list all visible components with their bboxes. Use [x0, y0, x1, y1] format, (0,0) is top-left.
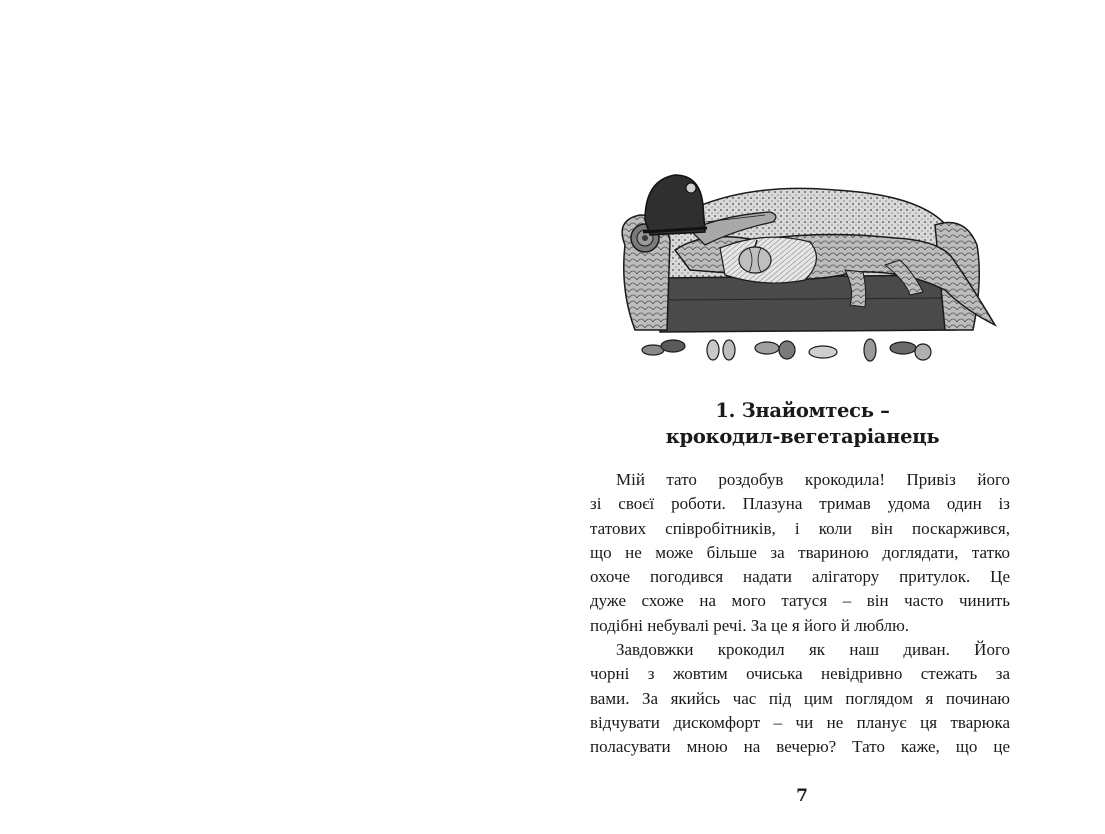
chapter-title [590, 398, 1015, 450]
text-line: Завдовжки крокодил як наш диван. Його [616, 640, 1010, 660]
left-page-blank [0, 0, 552, 834]
text-line: Мій тато роздобув крокодила! Привіз його [616, 470, 1010, 489]
chapter-title-line: крокодил-вегетаріанець [665, 425, 940, 448]
text-line: подібні небувалі речі. За це я його й люблю. [590, 615, 910, 635]
text-line: що не може більше за твариною доглядати, татко [590, 542, 1010, 562]
text-line: охоче погодився надати алігатору притулок. Це [590, 567, 1010, 587]
text-line: зі своєї роботи. Плазуна тримав удома один із [590, 494, 1010, 514]
text-line: поласувати мною на вечерю? Тато каже, що це [590, 737, 1010, 757]
page-number: 7 [796, 786, 808, 806]
paragraph [590, 638, 1010, 759]
body-text [590, 468, 1010, 760]
text-line: дуже схоже на мого татуся – він часто чинить [590, 591, 1010, 611]
paragraph [590, 468, 1010, 638]
text-line: татових співробітників, і коли він поскаржився, [590, 518, 1010, 538]
shoes-row [642, 339, 931, 361]
text-line: чорні з жовтим очиська невідривно стежать за [590, 664, 1010, 684]
text-line: вами. За якийсь час під цим поглядом я починаю [590, 688, 1010, 708]
text-line: відчувати дискомфорт – чи не планує ця тварюка [590, 712, 1010, 732]
hat-on-crocodile [643, 175, 707, 235]
crocodile-on-sofa-illustration [605, 160, 1000, 375]
chapter-title-line: 1. Знайомтесь – [715, 399, 890, 422]
